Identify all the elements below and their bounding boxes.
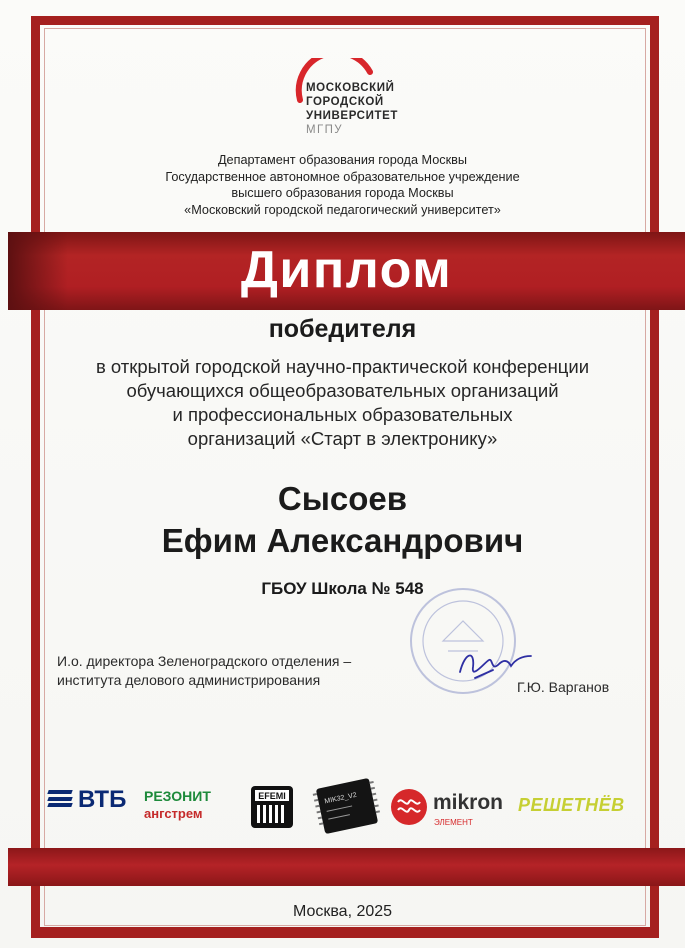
diploma-title: Диплом [240, 241, 453, 299]
logo-line-2: ГОРОДСКОЙ [306, 96, 384, 108]
reshetnev-logo-text: РЕШЕТНЁВ [518, 795, 625, 815]
recipient-name [0, 478, 685, 562]
conference-line: в открытой городской научно-практической конференции [95, 356, 590, 377]
bottom-red-band [8, 848, 685, 886]
svg-text:MIK32_V2: MIK32_V2 [323, 791, 358, 806]
svg-text:EFEMI: EFEMI [258, 791, 286, 801]
title-banner [8, 232, 685, 310]
mikron-emblem-icon [390, 788, 428, 826]
mikron-logo-text: mikron [433, 791, 504, 814]
department-line: Департамент образования города Москвы [217, 153, 468, 167]
vtb-bars-icon [48, 790, 72, 810]
award-type: победителя [268, 315, 417, 343]
department-line: «Московский городской педагогический университет» [184, 202, 501, 217]
logo-line-1: МОСКОВСКИЙ [306, 82, 395, 94]
recipient-surname: Сысоев [277, 480, 408, 517]
vtb-logo-text: ВТБ [78, 786, 127, 813]
rezonit-angstrem-logo [144, 788, 239, 828]
signatory-title-line: И.о. директора Зеленоградского отделения – [57, 653, 352, 669]
mikron-logo [390, 788, 510, 833]
conference-line: организаций «Старт в электронику» [187, 428, 498, 449]
recipient-school: ГБОУ Школа № 548 [261, 579, 424, 598]
place-and-year: Москва, 2025 [292, 903, 393, 920]
logo-abbreviation: МГПУ [306, 124, 343, 136]
university-logo [286, 58, 416, 148]
conference-line: обучающихся общеобразовательных организаций [126, 380, 559, 401]
department-line: высшего образования города Москвы [231, 186, 454, 200]
efemi-logo-icon [250, 785, 294, 829]
mikron-subtitle: ЭЛЕМЕНТ [434, 818, 473, 827]
mik32-chip-icon [312, 777, 382, 835]
conference-line: и профессиональных образовательных [172, 404, 513, 425]
signatory-name: Г.Ю. Варганов [517, 679, 610, 695]
rezonit-logo-text: РЕЗОНИТ [144, 788, 211, 804]
recipient-given-names: Ефим Александрович [161, 522, 524, 559]
angstrem-logo-text: ангстрем [144, 806, 203, 821]
conference-description [40, 355, 645, 451]
department-line: Государственное автономное образовательное учреждение [165, 169, 520, 184]
logo-line-3: УНИВЕРСИТЕТ [306, 110, 398, 122]
department-heading [60, 152, 625, 218]
signatory-title [57, 652, 351, 690]
sponsor-logos [0, 770, 685, 840]
signatory-title-line: института делового администрирования [57, 672, 321, 688]
